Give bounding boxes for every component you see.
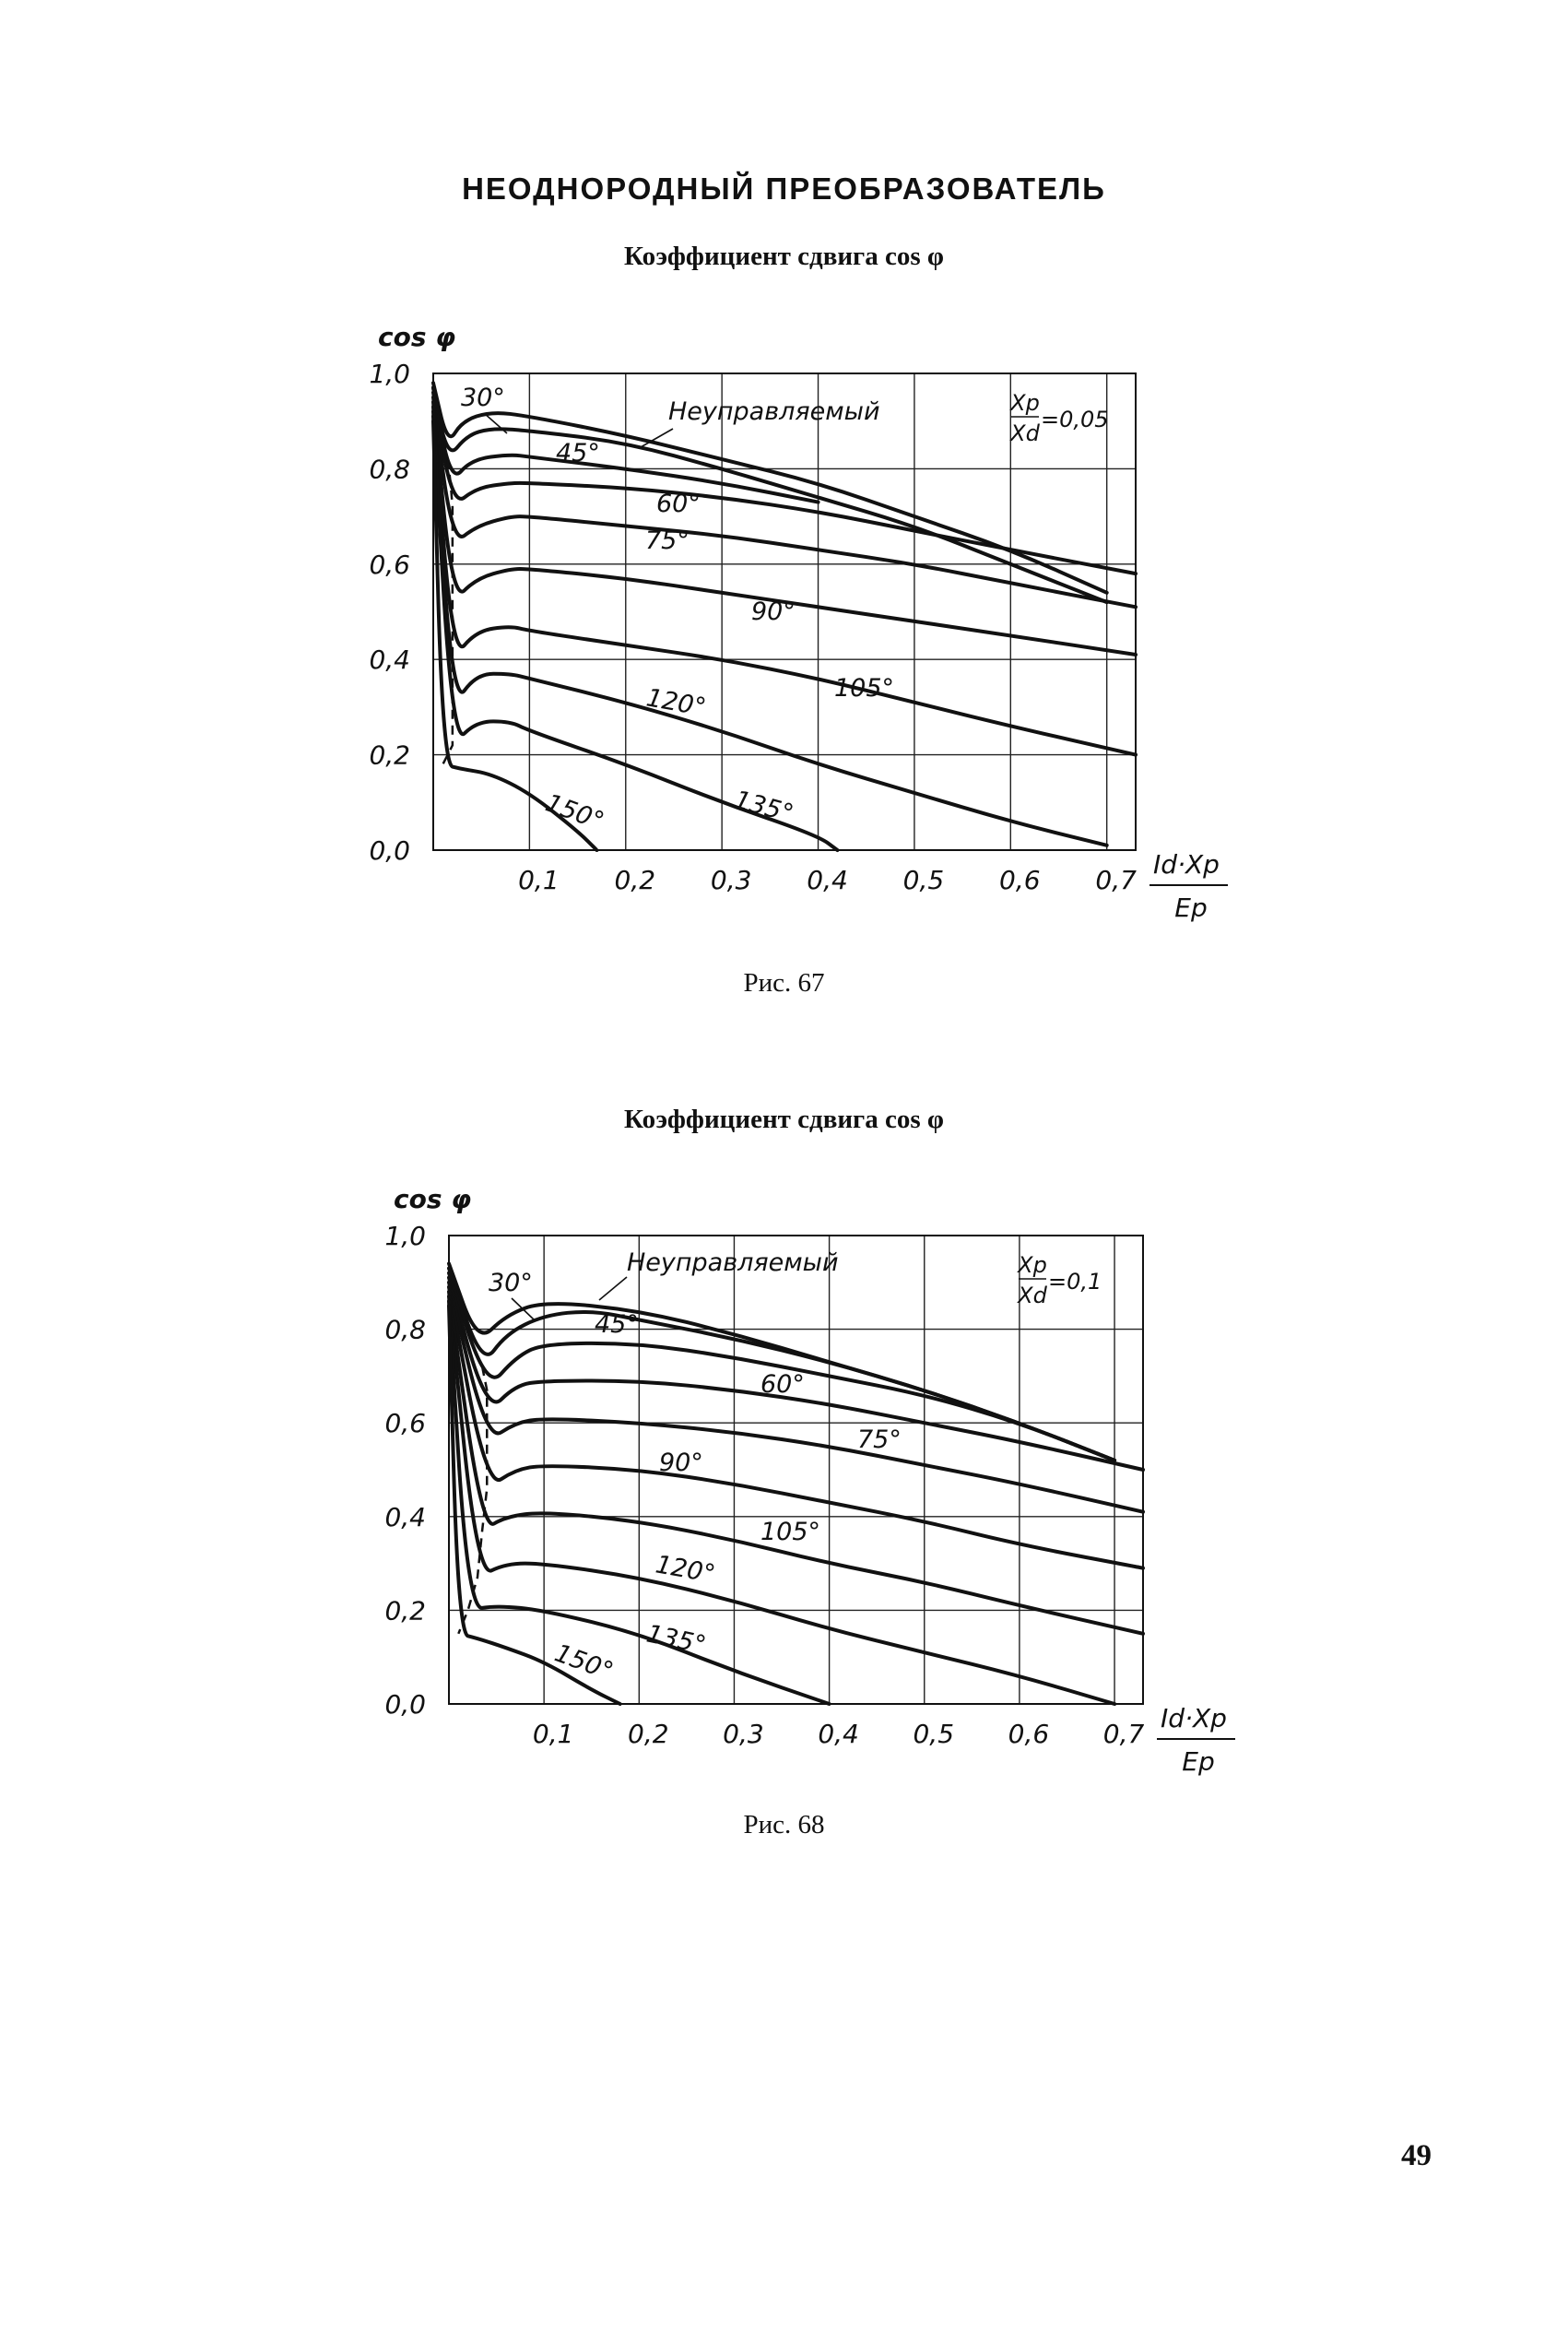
y-tick-label: 0,8 bbox=[384, 1314, 426, 1345]
figure-2-subtitle: Коэффициент сдвига cos φ bbox=[624, 1105, 944, 1134]
series-label-leader bbox=[512, 1298, 535, 1320]
x-tick-label: 0,2 bbox=[614, 865, 656, 895]
series-label: 120° bbox=[653, 1550, 718, 1590]
y-tick-label: 0,4 bbox=[369, 645, 410, 676]
x-axis-label-denominator: Ep bbox=[1174, 893, 1208, 923]
figure-2-chart bbox=[0, 1180, 1568, 1789]
series-label: Неуправляемый bbox=[668, 397, 880, 426]
x-axis-label-denominator: Ep bbox=[1182, 1746, 1215, 1777]
series-label: 75° bbox=[645, 526, 690, 555]
series-label: 105° bbox=[834, 674, 895, 703]
series-label: 135° bbox=[643, 1619, 709, 1661]
series-label: 135° bbox=[731, 785, 797, 829]
curve-45 bbox=[449, 1273, 1114, 1461]
y-tick-label: 0,8 bbox=[369, 454, 410, 485]
x-tick-label: 0,4 bbox=[818, 1719, 859, 1749]
x-axis-label-numerator: Id·Xp bbox=[1161, 1703, 1227, 1733]
series-label: 60° bbox=[760, 1370, 805, 1399]
series-label: 150° bbox=[550, 1638, 618, 1686]
curve-105 bbox=[449, 1292, 1143, 1634]
y-tick-label: 0,6 bbox=[369, 549, 410, 580]
series-label: 90° bbox=[659, 1449, 703, 1477]
y-tick-label: 0,2 bbox=[369, 739, 410, 771]
y-tick-label: 0,6 bbox=[384, 1408, 426, 1439]
figure-2-caption: Рис. 68 bbox=[743, 1810, 825, 1839]
figure-1-caption: Рис. 67 bbox=[743, 968, 825, 998]
x-tick-label: 0,6 bbox=[1008, 1719, 1050, 1749]
series-label: 30° bbox=[461, 384, 505, 412]
curve-120 bbox=[433, 411, 1107, 845]
parameter-denominator: Xd bbox=[1010, 420, 1040, 446]
y-tick-label: 1,0 bbox=[384, 1221, 426, 1251]
figure-1-subtitle: Коэффициент сдвига cos φ bbox=[624, 242, 944, 271]
series-label: 90° bbox=[751, 597, 796, 626]
parameter-numerator: Xp bbox=[1010, 390, 1040, 416]
curve-30 bbox=[449, 1269, 1114, 1461]
y-tick-label: 0,4 bbox=[384, 1501, 426, 1532]
page-number: 49 bbox=[1401, 2139, 1432, 2172]
parameter-denominator: Xd bbox=[1018, 1283, 1047, 1308]
x-tick-label: 0,7 bbox=[1102, 1719, 1145, 1749]
series-label: 45° bbox=[595, 1310, 639, 1339]
x-tick-label: 0,6 bbox=[999, 865, 1041, 895]
x-axis-label-numerator: Id·Xp bbox=[1153, 849, 1220, 880]
series-label: 45° bbox=[556, 439, 600, 467]
parameter-value: =0,1 bbox=[1048, 1269, 1102, 1295]
series-label: 30° bbox=[489, 1269, 533, 1297]
parameter-numerator: Xp bbox=[1018, 1252, 1047, 1278]
parameter-value: =0,05 bbox=[1041, 407, 1109, 432]
x-tick-label: 0,5 bbox=[913, 1719, 955, 1749]
y-axis-label: cos φ bbox=[378, 322, 456, 352]
figure-1-chart bbox=[0, 323, 1568, 931]
series-label: 150° bbox=[541, 788, 608, 836]
curve-Неуправляемый bbox=[449, 1263, 1114, 1460]
x-tick-label: 0,2 bbox=[628, 1719, 669, 1749]
x-tick-label: 0,1 bbox=[518, 865, 560, 895]
series-label: 105° bbox=[760, 1518, 821, 1546]
series-label: 75° bbox=[857, 1425, 902, 1454]
y-tick-label: 0,2 bbox=[384, 1595, 426, 1626]
x-tick-label: 0,4 bbox=[807, 865, 848, 895]
series-label: Неуправляемый bbox=[627, 1248, 839, 1277]
curve-135 bbox=[433, 417, 837, 850]
x-tick-label: 0,7 bbox=[1095, 865, 1137, 895]
x-tick-label: 0,1 bbox=[532, 1719, 574, 1749]
y-tick-label: 1,0 bbox=[369, 359, 410, 389]
curve-120 bbox=[449, 1296, 1114, 1704]
x-tick-label: 0,5 bbox=[902, 865, 945, 895]
y-axis-label: cos φ bbox=[394, 1184, 472, 1214]
y-tick-label: 0,0 bbox=[384, 1689, 426, 1720]
series-label: 120° bbox=[643, 683, 709, 723]
series-label-leader bbox=[599, 1277, 627, 1300]
x-tick-label: 0,3 bbox=[723, 1719, 764, 1749]
y-tick-label: 0,0 bbox=[369, 835, 410, 866]
series-label: 60° bbox=[656, 490, 701, 518]
page-title: НЕОДНОРОДНЫЙ ПРЕОБРАЗОВАТЕЛЬ bbox=[462, 171, 1106, 206]
x-tick-label: 0,3 bbox=[710, 865, 752, 895]
